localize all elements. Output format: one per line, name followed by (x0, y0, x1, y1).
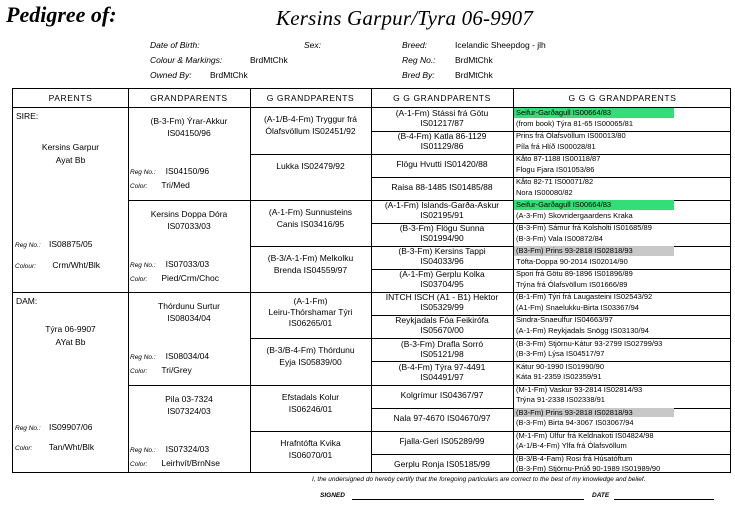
grandparent-name: Thórdunu Surtur (158, 301, 220, 311)
grandparent-color-row (130, 180, 190, 192)
dam-sub: AYat Bb (55, 337, 86, 347)
bred-value: BrdMtChk (455, 70, 493, 80)
ggg-grandparent-line1: (B-1-Fm) Týri frá Laugasteini IS02543/92 (516, 292, 653, 302)
col-header-g-grandparents: G GRANDPARENTS (266, 93, 355, 103)
pedigree-table (12, 88, 731, 473)
grandparent-name: Kersins Doppa Dóra (150, 209, 228, 219)
ggg-grandparent-line1: Kåto 87-1188 IS00118/87 (516, 154, 601, 164)
g-grandparent-line2: Brenda IS04559/97 (273, 265, 348, 275)
grandparent-color: Tri/Med (161, 180, 190, 190)
g-grandparent-line2: Eyja IS05839/00 (279, 357, 342, 367)
gg-grandparent-line1: (A-1-Fm) Gerplu Kolka (399, 269, 485, 280)
grandparent-color: Pied/Crm/Choc (161, 273, 219, 283)
grandparent-reg-label: Reg No.: (130, 447, 156, 454)
gg-grandparent-line1: Gerplu Ronja IS05185/99 (394, 458, 490, 469)
gg-grandparent-line1: (A-1-Fm) Stássi frá Götu (395, 108, 489, 118)
gg-grandparent-line2: IS02195/91 (420, 210, 464, 221)
col-header-parents: PARENTS (48, 93, 93, 103)
gg-grandparent-line1: (B-4-Fm) Katla 86-1129 (397, 131, 487, 142)
grandparent-color-label: Color: (130, 183, 148, 190)
owned-label: Owned By: (150, 70, 192, 80)
gg-grandparent-line2: IS04491/97 (420, 371, 464, 382)
grandparent-name: (B-3-Fm) Ýrar-Akkur (150, 116, 228, 126)
sire-name: Kersins Garpur (41, 142, 100, 152)
sire-reg-label: Reg No.: (15, 242, 41, 249)
ggg-grandparent-line2: Töfta-Doppa 90-2014 IS02014/90 (516, 256, 628, 266)
ggg-grandparent-line1: Seifur-Garðagull IS00664/83 (514, 200, 674, 210)
breed-label: Breed: (402, 40, 428, 50)
ggg-grandparent-line2: (A-1-Fm) Reykjadals Snögg IS03130/94 (516, 325, 649, 335)
g-grandparent-line2: Leiru-Thórshamar Týri (268, 307, 353, 317)
grandparent-name: Pila 03-7324 (165, 394, 213, 404)
gg-grandparent-line1: INTCH ISCH (A1 - B1) Hektor (385, 292, 499, 303)
ggg-grandparent-line2: (B-3-Fm) Birta 94-3067 IS03067/94 (516, 418, 634, 428)
g-grandparent-line1: (B-3/B-4-Fm) Thórdunu (266, 345, 355, 355)
ggg-grandparent-line2: (B-3-Fm) Vala IS00872/84 (516, 233, 603, 243)
date-label: DATE (592, 492, 610, 499)
grandparent-reg2: IS07033/03 (165, 259, 210, 269)
ggg-grandparent-line2: Káta 91-2359 IS02359/91 (516, 372, 602, 382)
grandparent-color-label: Color: (130, 276, 148, 283)
grandparent-color-row (130, 458, 220, 470)
g-grandparent-line2: IS06070/01 (288, 450, 333, 460)
gg-grandparent-line1: Fjalla-Geri IS05289/99 (399, 435, 485, 446)
grandparent-reg-row (130, 259, 209, 271)
grandparent-reg-row (130, 166, 209, 178)
ggg-grandparent-line2: (B-3-Fm) Stjörnu-Prúð 90-1989 IS01989/90 (516, 464, 661, 474)
ggg-grandparent-line1: Kåto 82-71 IS00071/82 (516, 177, 594, 187)
g-grandparent-line1: Efstadals Kolur (281, 392, 340, 402)
grandparent-color-label: Color: (130, 461, 148, 468)
ggg-grandparent-line2: (A1-Fm) Snaelukku-Birta IS03367/94 (516, 302, 639, 312)
gg-grandparent-line2: IS01994/90 (420, 233, 464, 244)
grandparent-reg-label: Reg No.: (130, 354, 156, 361)
grandparent-reg: IS08034/04 (167, 313, 211, 323)
ggg-grandparent-line1: Spori frá Götu 89-1896 IS01896/89 (516, 269, 633, 279)
ggg-grandparent-line2: (from book) Týra 81-65 IS00065/81 (516, 118, 634, 128)
regno-label: Reg No.: (402, 55, 436, 65)
gg-grandparent-line2: IS05670/00 (420, 325, 464, 336)
grandparent-color: Leirhvít/BrnNse (161, 458, 220, 468)
grandparent-reg2: IS08034/04 (165, 351, 210, 361)
grandparent-color-label: Color: (130, 368, 148, 375)
gg-grandparent-line1: (B-4-Fm) Týra 97-4491 (398, 361, 486, 372)
bred-label: Bred By: (402, 70, 435, 80)
g-grandparent-line1: (A-1-Fm) (293, 296, 328, 306)
sire-color: Crm/Wht/Blk (52, 260, 101, 270)
sire-role: SIRE: (16, 111, 39, 121)
g-grandparent-line2: IS06246/01 (288, 404, 333, 414)
ggg-grandparent-line2: (B-3-Fm) Lýsa IS04517/97 (516, 349, 605, 358)
ggg-grandparent-line2: Nora IS00080/82 (516, 187, 573, 197)
grandparent-reg2: IS07324/03 (165, 444, 210, 454)
grandparent-reg: IS07324/03 (167, 406, 211, 416)
pedigree-label: Pedigree of: (6, 2, 117, 27)
grandparent-reg2: IS04150/96 (165, 166, 210, 176)
grandparent-reg: IS07033/03 (167, 221, 211, 231)
gg-grandparent-line1: Raisa 88-1485 IS01485/88 (391, 182, 493, 193)
grandparent-reg-row (130, 351, 209, 363)
g-grandparent-line1: (A-1-Fm) Sunnusteins (268, 207, 353, 217)
gg-grandparent-line2: IS01217/87 (420, 118, 464, 128)
col-header-grandparents: GRANDPARENTS (150, 93, 228, 103)
ggg-grandparent-line2: Trýna frá Ólafsvöllum IS01666/89 (516, 279, 628, 289)
ggg-grandparent-line1: (B-3-Fm) Stjörnu-Kátur 93-2799 IS02799/93 (516, 338, 663, 348)
regno-value: BrdMtChk (455, 55, 493, 65)
gg-grandparent-line2: IS05121/98 (420, 348, 464, 359)
dam-color-label: Color: (15, 445, 33, 452)
grandparent-reg-row (130, 444, 209, 456)
grandparent-reg-label: Reg No.: (130, 262, 156, 269)
gg-grandparent-line1: Reykjadals Fóa Feikirófa (395, 315, 489, 326)
gg-grandparent-line1: (B-3-Fm) Kersins Tappi (398, 246, 486, 257)
ggg-grandparent-line2: (A-3-Fm) Skovridergaardens Kraka (516, 210, 633, 220)
gg-grandparent-line1: Nala 97-4670 IS04670/97 (393, 412, 491, 423)
grandparent-color-row (130, 273, 219, 285)
ggg-grandparent-line1: (B3-Fm) Prins 93-2818 IS02818/93 (514, 246, 674, 256)
sire-sub: Ayat Bb (55, 155, 86, 165)
ggg-grandparent-line1: Sindra-Snaeulfur IS04663/97 (516, 315, 613, 325)
gg-grandparent-line1: Flögu Hvutti IS01420/88 (396, 159, 488, 170)
ggg-grandparent-line1: Seifur-Garðagull IS00664/83 (514, 108, 674, 118)
g-grandparent-line3: IS06265/01 (288, 318, 333, 328)
breed-value: Icelandic Sheepdog - jlh (455, 40, 546, 50)
sex-label: Sex: (304, 40, 322, 50)
certify-text: I, the undersigned do hereby certify that the foregoing particulars are correct to the best of my knowledge and belief. (312, 476, 646, 483)
signature-line[interactable] (352, 499, 584, 500)
ggg-grandparent-line1: (M-1-Fm) Úlfur frá Keldnakoti IS04824/98 (516, 430, 654, 440)
g-grandparent-line1: Lukka IS02479/92 (276, 161, 345, 171)
colour-label: Colour & Markings: (150, 55, 223, 65)
ggg-grandparent-line2: Flogu Fjara IS01053/86 (516, 164, 595, 174)
g-grandparent-line2: Canis IS03416/95 (276, 219, 345, 229)
grandparent-reg-label: Reg No.: (130, 169, 156, 176)
ggg-grandparent-line1: (B-3-Fm) Sámur frá Kolsholti IS01685/89 (516, 223, 652, 233)
gg-grandparent-line2: IS04033/96 (420, 256, 464, 267)
grandparent-reg: IS04150/96 (167, 128, 211, 138)
sire-color-label: Colour: (15, 263, 36, 270)
colour-value: BrdMtChk (250, 55, 288, 65)
ggg-grandparent-line2: Trýna 91-2338 IS02338/91 (516, 395, 605, 405)
dam-reg: IS09907/06 (49, 422, 93, 432)
g-grandparent-line2: Ólafsvöllum IS02451/92 (265, 126, 356, 136)
date-line[interactable] (614, 499, 714, 500)
gg-grandparent-line1: (B-3-Fm) Flögu Sunna (399, 223, 485, 234)
ggg-grandparent-line1: (M-1-Fm) Vaskur 93-2814 IS02814/93 (516, 384, 643, 394)
gg-grandparent-line2: IS05329/99 (420, 302, 464, 313)
grandparent-color-row (130, 365, 192, 377)
gg-grandparent-line1: Kolgrímur IS04367/97 (400, 389, 484, 400)
col-header-gg-grandparents: G G GRANDPARENTS (393, 93, 491, 103)
dam-name: Týra 06-9907 (45, 324, 96, 334)
sire-reg: IS08875/05 (49, 239, 93, 249)
gg-grandparent-line1: (B-3-Fm) Drafla Sorró (400, 338, 484, 349)
ggg-grandparent-line1: Prins frá Ólafsvöllum IS00013/80 (516, 131, 626, 141)
g-grandparent-line1: (B-3/A-1-Fm) Melkolku (267, 253, 354, 263)
dam-role: DAM: (16, 296, 38, 306)
col-header-ggg-grandparents: G G G GRANDPARENTS (568, 93, 677, 103)
ggg-grandparent-line1: (B3-Fm) Prins 93-2818 IS02818/93 (514, 408, 674, 418)
dob-label: Date of Birth: (150, 40, 200, 50)
gg-grandparent-line2: IS03704/95 (420, 279, 464, 290)
owned-value: BrdMtChk (210, 70, 248, 80)
gg-grandparent-line1: (A-1-Fm) Islands-Garða-Askur (384, 200, 500, 211)
dam-reg-label: Reg No.: (15, 425, 41, 432)
animal-name-title: Kersins Garpur/Tyra 06-9907 (276, 6, 534, 30)
gg-grandparent-line2: IS01129/86 (420, 141, 464, 152)
signed-label: SIGNED (320, 492, 345, 499)
ggg-grandparent-line1: (B-3/B-4-Fam) Rosi frá Húsatóftum (516, 453, 633, 463)
ggg-grandparent-line1: Kátur 90-1990 IS01990/90 (516, 361, 604, 371)
g-grandparent-line1: (A-1/B-4-Fm) Tryggur frá (263, 114, 358, 124)
grandparent-color: Tri/Grey (161, 365, 192, 375)
ggg-grandparent-line2: Píla frá Hlíð IS00028/81 (516, 141, 596, 151)
ggg-grandparent-line2: (A-1/B-4-Fm) Ylfa frá Ólafsvöllum (516, 441, 627, 451)
g-grandparent-line1: Hrafntófta Kvika (280, 438, 341, 448)
dam-color: Tan/Wht/Blk (48, 442, 95, 452)
